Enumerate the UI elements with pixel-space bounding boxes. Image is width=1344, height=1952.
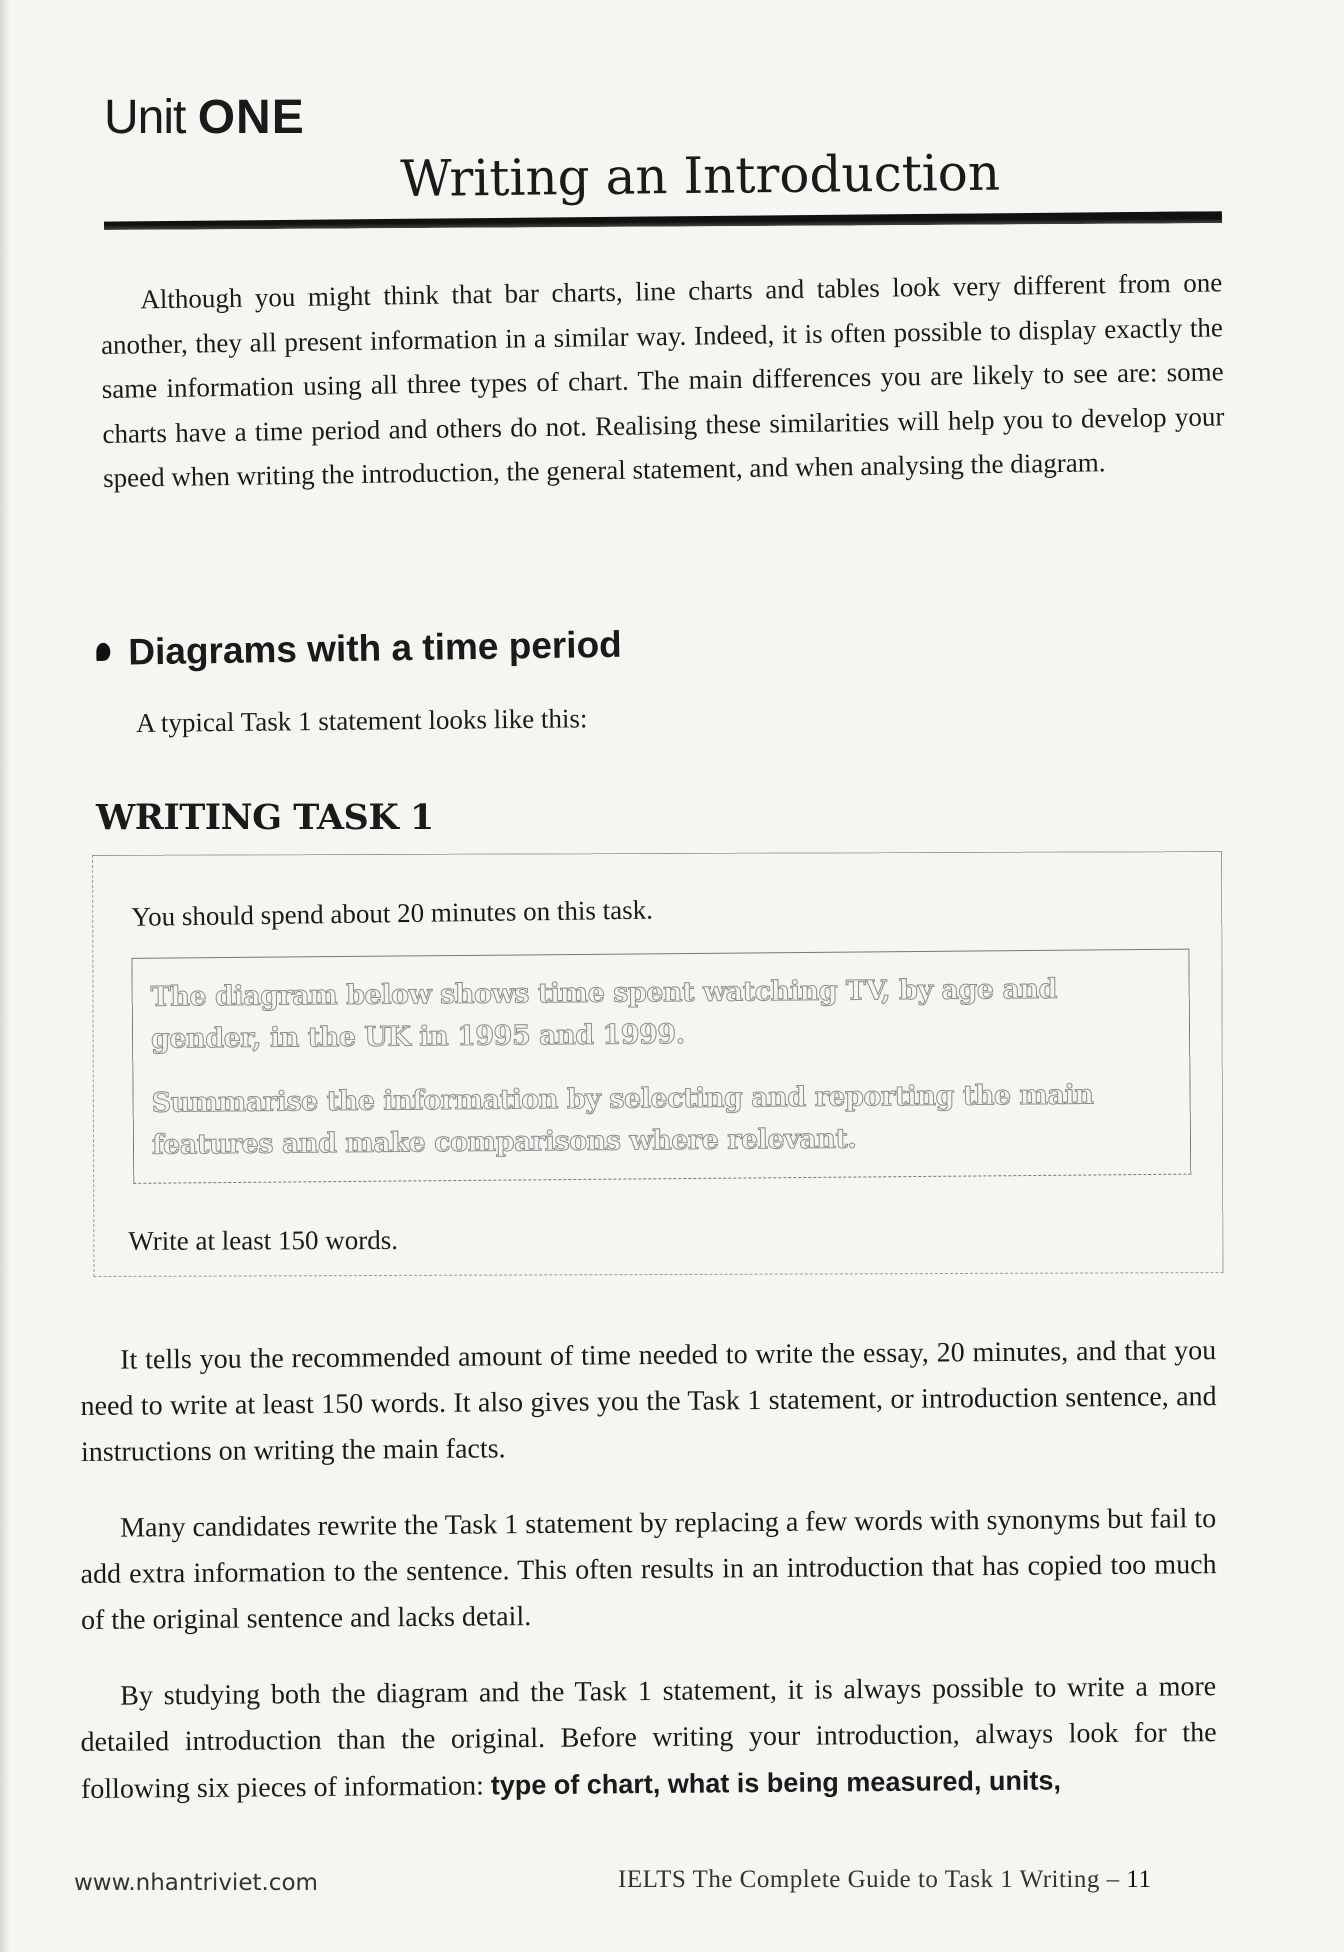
section-intro: A typical Task 1 statement looks like this:: [136, 703, 588, 738]
task-time-note: You should spend about 20 minutes on this task.: [131, 894, 654, 932]
body-paragraph-3-text: By studying both the diagram and the Task 1 statement, it is always possible to write a more detailed introduction than the original. Before writing your introduction, always look for the following six pieces of information:: [80, 1671, 1217, 1805]
unit-prefix: Unit: [104, 91, 186, 144]
task-box: [92, 851, 1223, 1277]
section-heading-text: Diagrams with a time period: [127, 623, 623, 673]
task-heading: WRITING TASK 1: [96, 797, 434, 838]
title-rule-divider: [104, 211, 1222, 230]
body-paragraph-2: Many candidates rewrite the Task 1 statement by replacing a few words with synonyms but fail to add extra information to the sentence. This often results in an introduction that has copied too much of the original sentence and lacks detail.: [80, 1503, 1217, 1636]
bullet-icon: [96, 643, 110, 661]
body-paragraph-1: It tells you the recommended amount of time needed to write the essay, 20 minutes, and that you need to write at least 150 words. It also gives you the Task 1 statement, or introduction sentence, and instructions on writing the main facts.: [80, 1335, 1217, 1468]
chapter-title: Writing an Introduction: [400, 143, 1001, 208]
intro-paragraph: Although you might think that bar charts, line charts and tables look very different from one another, they all present information in a similar way. Indeed, it is often possible to display exactly the same information using all three types of chart. The main differences you are likely to see are: some charts have a time period and others do not. Realising these similarities will help you to develop your speed when writing the introduction, the general statement, and when analysing the diagram.: [100, 267, 1225, 493]
unit-label: [104, 90, 305, 145]
footer-book-info: [618, 1866, 1151, 1894]
body-paragraph-3: [80, 1664, 1217, 1813]
footer-book-title: IELTS The Complete Guide to Task 1 Writing: [618, 1866, 1100, 1893]
page-number: 11: [1126, 1866, 1152, 1893]
body-paragraph-3-emphasis: type of chart, what is being measured, units,: [490, 1765, 1062, 1801]
task-prompt-instruction: Summarise the information by selecting and reporting the main features and make comparisons where relevant.: [151, 1079, 1094, 1161]
unit-number: ONE: [197, 91, 305, 144]
task-prompt-box: [131, 949, 1191, 1184]
task-prompt-statement: The diagram below shows time spent watching TV, by age and gender, in the UK in 1995 and 1999.: [150, 973, 1058, 1055]
footer-separator: –: [1106, 1866, 1120, 1893]
task-word-count: Write at least 150 words.: [128, 1224, 398, 1256]
footer-website: www.nhantriviet.com: [74, 1870, 318, 1896]
section-heading: [96, 624, 622, 674]
page-edge-shadow: [0, 0, 10, 1952]
